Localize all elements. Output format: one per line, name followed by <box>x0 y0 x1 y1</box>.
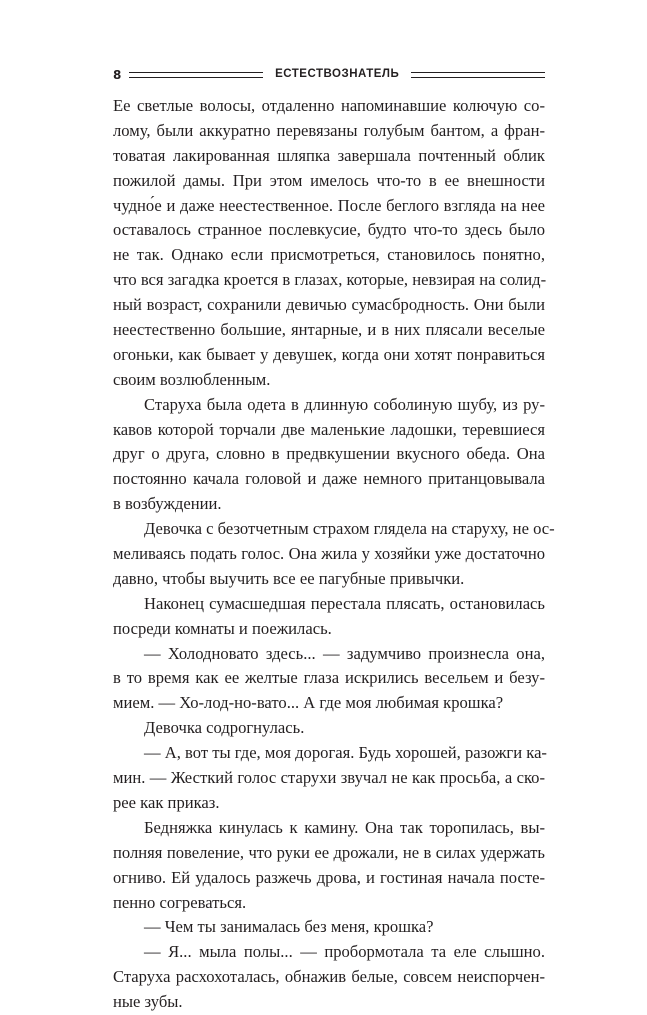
text-line: пожилой дамы. При этом имелось что-то в ее внешности <box>113 170 545 190</box>
text-line: не так. Однако если присмотреться, становилось понятно, <box>113 245 545 265</box>
text-line: неестественно большие, янтарные, и в них плясали веселые <box>113 320 545 340</box>
text-line: давно, чтобы выучить все ее пагубные привычки. <box>113 568 465 588</box>
text-line: лому, были аккуратно перевязаны голубым бантом, а фран- <box>113 120 545 140</box>
text-line: в то время как ее желтые глаза искрились весельем и безу- <box>113 668 545 688</box>
text-line: — Чем ты занималась без меня, крошка? <box>144 917 434 937</box>
body-text <box>113 94 555 1015</box>
text-line: что вся загадка кроется в глазах, которые, невзирая на солид- <box>113 270 547 290</box>
text-line: мием. — Хо-лод-но-вато... А где моя любимая крошка? <box>113 693 504 713</box>
text-line: — А, вот ты где, моя дорогая. Будь хорошей, разожги ка- <box>144 743 547 763</box>
text-line: посреди комнаты и поежилась. <box>113 618 332 638</box>
text-line: ный возраст, сохранили девичью сумасбродность. Они были <box>113 295 545 315</box>
text-line: Старуха была одета в длинную соболиную шубу, из ру- <box>144 394 545 414</box>
text-line: меливаясь подать голос. Она жила у хозяйки уже достаточно <box>113 544 545 564</box>
text-line: чудно́е и даже неестественное. После беглого взгляда на нее <box>113 195 545 215</box>
text-line: огниво. Ей удалось разжечь дрова, и гостиная начала посте- <box>113 867 545 887</box>
running-header <box>113 66 545 84</box>
text-line: товатая лакированная шляпка завершала почтенный облик <box>113 145 545 165</box>
text-line: — Я... мыла полы... — пробормотала та еле слышно. <box>144 942 545 962</box>
running-title: ЕСТЕСТВОЗНАТЕЛЬ <box>275 68 400 81</box>
text-line: Ее светлые волосы, отдаленно напоминавшие колючую со- <box>113 96 545 115</box>
page-number: 8 <box>113 68 122 82</box>
text-line: кавов которой торчали две маленькие ладошки, теревшиеся <box>113 419 545 439</box>
text-line: рее как приказ. <box>113 792 220 812</box>
text-line: Старуха расхохоталась, обнажив белые, совсем неиспорчен- <box>113 967 545 987</box>
text-line: мин. — Жесткий голос старухи звучал не как просьба, а ско- <box>113 768 545 788</box>
text-line: своим возлюбленным. <box>113 369 271 389</box>
text-line: Девочка содрогнулась. <box>144 718 305 738</box>
text-line: оставалось странное послевкусие, будто что-то здесь было <box>113 220 545 240</box>
text-line: друг о друга, словно в предвкушении вкусного обеда. Она <box>113 444 545 464</box>
text-line: Девочка с безотчетным страхом глядела на старуху, не ос- <box>144 519 555 539</box>
text-line: ные зубы. <box>113 992 183 1012</box>
text-line: огоньки, как бывает у девушек, когда они хотят понравиться <box>113 344 545 364</box>
header-rule-left <box>129 72 263 78</box>
text-line: постоянно качала головой и даже немного пританцовывала <box>113 469 545 489</box>
text-line: пенно согреваться. <box>113 892 247 912</box>
text-line: в возбуждении. <box>113 494 222 514</box>
text-line: Наконец сумасшедшая перестала плясать, остановилась <box>144 593 545 613</box>
text-line: полняя повеление, что руки ее дрожали, не в силах удержать <box>113 842 545 862</box>
text-line: Бедняжка кинулась к камину. Она так торопилась, вы- <box>144 817 545 837</box>
text-line: — Холодновато здесь... — задумчиво произнесла она, <box>144 643 545 663</box>
header-rule-right <box>411 72 545 78</box>
